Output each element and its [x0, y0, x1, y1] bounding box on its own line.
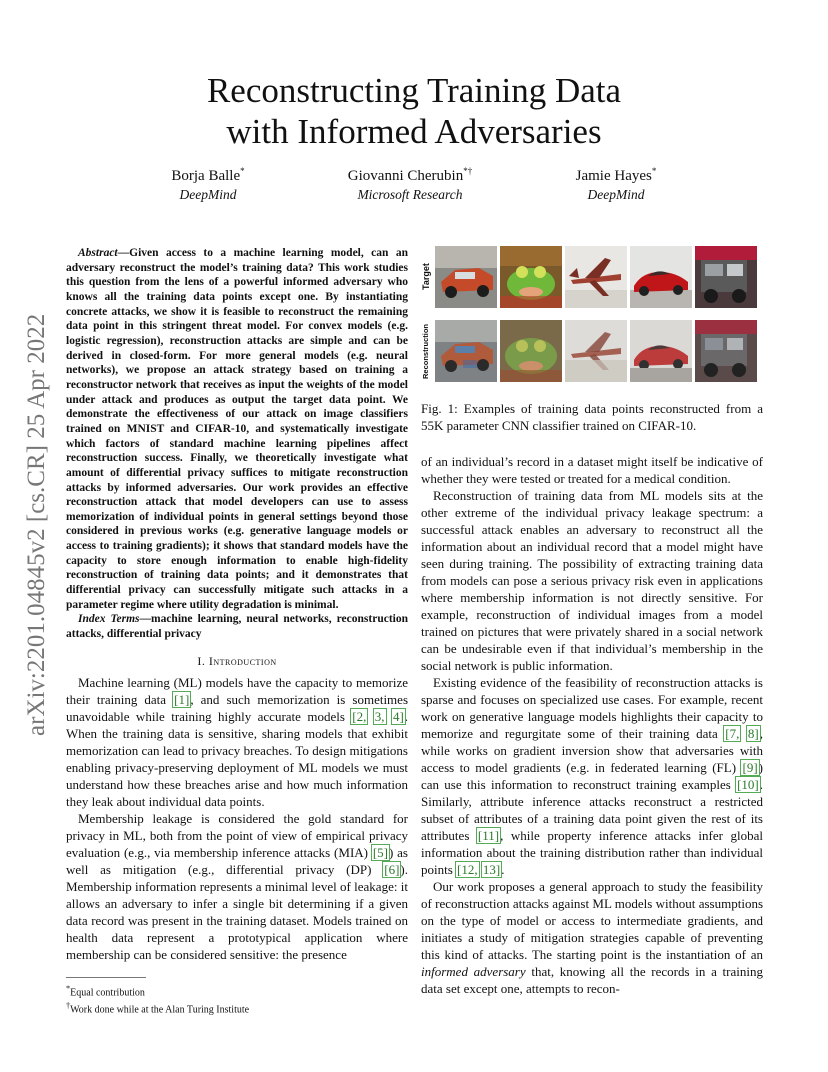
figure-caption: Fig. 1: Examples of training data points reconstructed from a 55K parameter CNN classifier trained on CIFAR-10.	[421, 401, 763, 433]
left-column	[66, 246, 408, 1016]
right-column	[421, 246, 763, 997]
index-terms-text: —machine learning, neural networks, reconstruction attacks, differential privacy	[66, 613, 408, 641]
footnote: *Equal contribution	[66, 983, 145, 999]
paragraph-text: . When the training data is sensitive, sharing models that exhibit memorization can lead to privacy breaches. To design mitigations enabling privacy-preserving deployment of ML models we must understand how these breaches arise and how much information they leak about individual data points.	[66, 708, 409, 809]
index-terms-lead: Index Terms	[78, 613, 140, 626]
citation-link[interactable]: 3,	[374, 708, 385, 724]
paragraph-text: Membership leakage is considered the gold standard for privacy in ML, both from the point of view of empirical privacy evaluation (e.g., via membership inference attacks (MIA)	[66, 810, 408, 860]
target-image-frog	[500, 246, 562, 308]
section-heading: I. Introduction	[197, 653, 277, 668]
paragraph-text: , while works on gradient inversion show that adversaries with access to model gradients (e.g. in federated learning (FL)	[421, 726, 764, 775]
figure-1	[421, 246, 763, 396]
citation-link[interactable]: 13]	[482, 862, 501, 877]
paragraph-text	[367, 709, 373, 724]
paragraph	[66, 810, 408, 963]
arxiv-identifier: arXiv:2201.04845v2 [cs.CR] 25 Apr 2022	[23, 313, 50, 737]
paragraph	[421, 878, 763, 997]
abstract-text: —Given access to a machine learning model, can an adversary reconstruct the model’s training data? This work studies this question from the lens of a powerful informed adversary who knows all the training data points except one. By instantiating concrete attacks, we show it is feasible to reconstruct the remaining data point in this stringent threat model. For convex models (e.g. logistic regression), reconstruction attacks are simple and can be derived in closed-form. For more general models (e.g. neural networks), we propose an attack strategy based on training a reconstructor network that receives as input the weights of the model under attack and produces as output the target data point. We demonstrate the effectiveness of our attack on image classifiers trained on MNIST and CIFAR-10, and systematically investigate which factors of standard machine learning pipelines affect reconstruction success. Finally, we theoretically investigate what amount of differential privacy suffices to mitigate reconstruction attacks by informed adversaries. Our work provides an effective reconstruction attack that model developers can use to assess memorization of individual points in general settings beyond those considered in previous works (e.g. generative language models or access to training gradients); it shows that standard models have the capacity to store enough information to enable high-fidelity reconstruction of training data points; and it demonstrates that differential privacy can successfully mitigate such attacks in a parameter regime where utility degradation is minimal.	[66, 247, 408, 611]
paragraph	[66, 674, 408, 810]
author-affiliation: Microsoft Research	[357, 187, 463, 202]
paragraph	[421, 453, 763, 487]
citation-link[interactable]: [10]	[737, 777, 759, 792]
reconstruction-image-car	[435, 320, 497, 382]
paragraph	[421, 674, 763, 878]
paragraph-text: .	[501, 862, 505, 877]
paragraph-text: Machine learning (ML) models have the capacity to memorize their training data	[66, 674, 408, 707]
author-name: Borja Balle*	[171, 166, 245, 184]
paper-title	[100, 70, 728, 152]
paragraph-text: , while property inference attacks infer global information about the training distribution rather than individual points	[421, 828, 763, 877]
target-image-airplane	[565, 246, 627, 308]
paragraph-text: . Similarly, attribute inference attacks reconstruct a restricted subset of attributes of a training data point given the rest of its attributes	[421, 777, 763, 843]
paragraph-text: ) as well as mitigation (e.g., differential privacy (DP)	[66, 844, 408, 877]
author-affiliation: DeepMind	[179, 187, 237, 202]
paragraph-text: , and such memorization is sometimes unavoidable while training highly accurate models	[66, 691, 408, 724]
author-block	[516, 162, 716, 204]
footnote-divider	[66, 977, 146, 978]
target-image-truck	[695, 246, 757, 308]
abstract-lead: Abstract	[78, 247, 118, 259]
citation-link[interactable]: [5]	[372, 844, 388, 860]
paragraph-text: Our work proposes a general approach to study the feasibility of reconstruction attacks against ML models without assumptions on the type of model or access to intermediate gradients, and initiates a study of mitigation strategies capable of preventing this kind of attacks. The starting point is the instantiation of an	[421, 879, 763, 962]
right-paragraphs	[421, 453, 763, 997]
row-label-target: Target	[421, 263, 431, 291]
citation-link[interactable]: [2,	[352, 708, 367, 724]
paragraph-text: that, knowing all the records in a training data set except one, attempts to recon-	[421, 964, 763, 996]
citation-link[interactable]: [7,	[725, 726, 740, 741]
author-block	[310, 162, 510, 204]
target-image-sports-car	[630, 246, 692, 308]
author-name: Giovanni Cherubin*†	[347, 166, 473, 184]
paragraph-text	[740, 726, 747, 741]
reconstruction-image-sports-car	[630, 320, 692, 382]
target-image-car	[435, 246, 497, 308]
paragraph-text: ). Membership information represents a minimal level of leakage: it allows an adversary to infer a single bit determining if a given data record was present in the training dataset. Models trained on health data represent a prototypical application where membership can be considered sensitive: the presence	[66, 861, 408, 962]
citation-link[interactable]: [1]	[174, 691, 190, 707]
footnote: †Work done while at the Alan Turing Institute	[66, 1001, 250, 1016]
paragraph	[421, 487, 763, 674]
title-line-1: Reconstructing Training Data	[206, 71, 622, 110]
paragraph-text	[386, 709, 392, 724]
paragraph-text: of an individual’s record in a dataset might itself be indicative of whether they were tested or treated for a medical condition.	[421, 454, 763, 486]
left-paragraphs	[66, 674, 408, 963]
reconstruction-image-airplane	[565, 320, 627, 382]
citation-link[interactable]: [11]	[477, 828, 500, 843]
abstract	[66, 246, 408, 612]
author-block	[108, 162, 308, 204]
citation-link[interactable]: [12,	[457, 862, 478, 877]
reconstruction-image-frog	[500, 320, 562, 382]
citation-link[interactable]: 8]	[747, 726, 759, 741]
citation-link[interactable]: [6]	[384, 861, 400, 877]
citation-link[interactable]: 4]	[392, 708, 404, 724]
paragraph-text: Reconstruction of training data from ML models sits at the other extreme of the individual privacy leakage spectrum: a successful attack enables an adversary to reconstruct all the information about an individual record that a model might have seen during training. The possibility of extracting training data from models can pose a serious privacy risk even in applications where membership information is not directly sensitive. For example, reconstruction of individual images from a model trained on pictures that were privately shared in a social network can be undesirable even if that individual’s membership in the social network is public information.	[421, 488, 763, 673]
index-terms	[66, 612, 408, 641]
title-line-2: with Informed Adversaries	[226, 112, 602, 151]
author-affiliation: DeepMind	[587, 187, 645, 202]
row-label-reconstruction: Reconstruction	[421, 323, 430, 379]
emphasis-text: informed adversary	[421, 964, 526, 979]
paragraph-text: ) can use this information to reconstruct training examples	[421, 760, 763, 792]
citation-link[interactable]: [9]	[742, 760, 758, 775]
author-name: Jamie Hayes*	[575, 166, 657, 184]
reconstruction-image-truck	[695, 320, 757, 382]
paragraph-text: Existing evidence of the feasibility of reconstruction attacks is sparse and focuses on specialized use cases. For example, recent work on generative language models highlights their capacity to memorize and regurgitate some of their training data	[421, 675, 763, 741]
